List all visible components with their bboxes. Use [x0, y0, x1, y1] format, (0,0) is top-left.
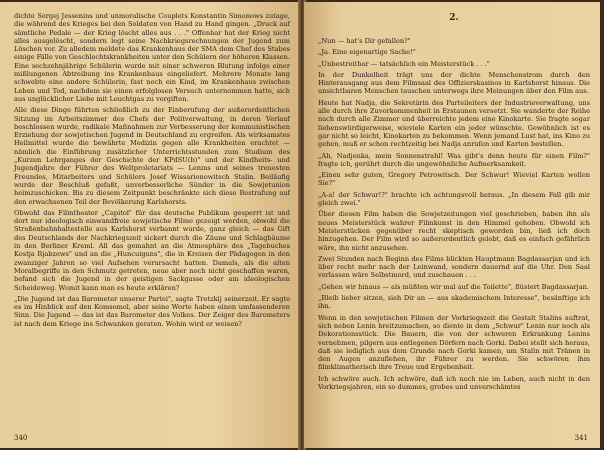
right-paragraph-9: Über diesen Film haben die Sowjetzeitungen viel geschrieben, haben ihn als neues Meisterstück wahrer Filmkunst in den Himmel gehoben. Obwohl ich Meisterstücken gegenüber recht skeptisch geworden bin, ließ ich doch hinzugehen. Der Film wird so außerordentlich gelobt, daß es einfach gefährlich wäre, ihn nicht anzusehen. — [318, 210, 590, 252]
right-paragraph-13: Wenn in den sowjetischen Filmen der Vorkriegszeit die Gestalt Stalins auftrat, sich neben Lenin breitzumachen, so diente in dem „Schwur" Lenin nur noch als Dekorationsstück. Die Bauern, die von der schweren Erkrankung Lenins vernehmen, pilgern aus entlegenen Dörfern nach Gorki. Dabei stellt sich heraus, daß sie lediglich aus dem Grunde nach Gorki kamen, um Stalin mit Tränen in den Augen anzuflehen, ihr Führer zu werden. Sie schwören ihm filmklimatherisch ihre Treue und Ergebenheit. — [318, 313, 590, 372]
left-paragraph-4: „Die Jugend ist das Barometer unserer Partei", sagte Trotzkij seinerzeit. Er sagte es im Hinblick auf den Komsomol, aber seine Worte haben einen umfassenderen Sinn. Die Jugend — das ist das Barometer des Volkes. Der Zeiger des Barometers ist nach dem Kriege ins Schwanken geraten. Wohin wird er weisen? — [14, 294, 290, 328]
left-page-text — [14, 12, 290, 328]
right-paragraph-14: Ich schwöre auch. Ich schwöre, daß ich noch nie im Leben, auch nicht in den Vorkriegsjahren, ein so dummes, grobes und unverschämtes — [318, 374, 590, 391]
right-page-text — [318, 37, 590, 391]
left-paragraph-3: Obwohl das Filmtheater „Capitol" für das deutsche Publikum gesperrt ist und dort nur ideologisch einwandfreie sowjetische Filme gezeigt werden, obwohl die Straßenbahnhaltestelle aus Karlshorst verbannt wurde, ganz gleich — das Gift des Deutschlands der Nachkriegszeit sickert durch die Zäune und Schlagbäume in den Berliner Kreml. All das gemahnt an die Atmosphäre des „Tagebuches Kostja Rjabzews" und an die „Huncuiguns", die in Kreisen der Pädagogen in den zwanziger Jahren so viel Aufsehen verursacht hatten. Damals, als die alten Moralbegriffe in den Schmutz getreten, neue aber noch nicht geschaffen waren, befand sich die Jugend in der geistigen Sackgasse oder am ideologischen Scheideweg. Womit kann man es heute erklären? — [14, 208, 290, 292]
right-paragraph-3: „Unbestreitbar — tatsächlich ein Meisterstück . . ." — [318, 59, 490, 68]
right-paragraph-8: „A-a! der Schwur!?" brachte ich achtungsvoll heraus. „In diesem Fall gib mir gleich zwei." — [318, 190, 590, 208]
chapter-heading: 2. — [449, 13, 459, 23]
right-paragraph-12: „Bleib lieber sitzen, sieh Dir an — aus akademischem Interesse", besänftige ich ihn. — [318, 294, 590, 311]
right-paragraph-1: „Nun — hat's Dir gefallen?" — [318, 37, 411, 45]
right-paragraph-2: „Ja. Eine eigenartige Sache!" — [318, 48, 416, 57]
left-paragraph-2: Alle diese Dinge führten schließlich zu der Einberufung der außerordentlichen Sitzung im Arbeitszimmer des Chefs der Politverwaltung, in deren Verlauf beschlossen wurde, radikale Maßnahmen zur Verbesserung der kommunistischen Erziehung der sowjetischen Jugend in Deutschland zu ergreifen. Als wirksamstes Heilmittel wurde die bewährte Medizin gegen alle Krankheiten erachtet — nämlich die Einführung zusätzlicher Unterrichtsstunden zum Studium des „Kurzen Lehrganges der Geschichte der KPdSU(b)" und der Kindheits- und Jugendjahre der Führer des Weltproletariats — Lenins und seines treuesten Freundes, Mitarbeiters und Schülers Josef Wissarionowitsch Stalin. Beiläufig wurde der Beschluß gefaßt, unverbesserliche Sünder in die Sowjetunion heimzuschicken. Bis zu diesem Zeitpunkt beschränkte sich diese Bestrafung auf den erwachsenen Teil der Bevölkerung Karlshorsts. — [14, 106, 290, 206]
right-paragraph-7: „Einen sehr guten, Gregory Petrowitsch. Der Schwur! Wieviel Karten wollen Sie?" — [318, 171, 590, 188]
right-paragraph-5: Heute hat Nadja, die Sekretärin des Parteileiters der Industrieverwaltung, uns alle durch ihre Zuvorkommenheit in Erstaunen versetzt. Sie wanderte der Reihe nach durch alle Zimmer und überreichte jedem eine Kinokarte. Sie fragte sogar liebenswürdigerweise, wieviele Karten ein jeder wünschte. Gewöhnlich ist es gar nicht so leicht, Kinokarten zu bekommen. Wenn jemand Lust hat, ins Kino zu gehen, muß er schon rechtzeitig bei Nadja anrufen und Karten bestellen. — [318, 98, 590, 149]
right-paragraph-6: „Ah, Nadjenka, mein Sonnenstrahl! Was gibt's denn heute für einen Film?" fragte ich, gerührt durch die ungewöhnliche Aufmerksamkeit. — [318, 151, 590, 168]
right-paragraph-11: „Gehen wir hinaus — als müßten wir mal auf die Toilette", flüstert Bagdassarjan. — [318, 282, 589, 291]
left-paragraph-1: dichte Sergej Jessenins und unmoralische Couplets Konstantin Simonows zutage, die während des Krieges bei den Soldaten von Hand zu Hand gingen. „Druck auf sämtliche Pedale — der Krieg löscht alles aus . . ." Offenbar hat der Krieg nicht alles ausgelöscht, sondern legt seine Nachkriegsrechnungen der Jugend zum Löschen vor. Zu alledem meldete das Krankenhaus der SMA dem Chef des Stabes einige Fälle von Geschlechtskrankheiten unter den Schülern der höheren Klassen. Eine sechzehnjährige Schülerin wurde mit einer schweren Blutung infolge einer mißlungenen Abtreibung ins Krankenhaus eingeliefert. Mehrere Monate lang schwebte eine andere Schülerin, fast noch ein Kind, im Krankenhaus zwischen Leben und Tod, nachdem sie einen erfolglosen Versuch unternommen hatte, sich aus unglücklicher Liebe mit Leuchtgas zu vergiften. — [14, 12, 290, 103]
left-page — [0, 2, 300, 448]
right-page-number: 341 — [574, 434, 588, 442]
right-page — [304, 2, 600, 448]
left-page-number: 340 — [14, 434, 28, 442]
right-paragraph-10: Zwei Stunden nach Beginn des Films blickten Hauptmann Bagdassarjan und ich über recht mehr nach der Leinwand, sondern dauernd auf die Uhr. Den Saal verlassen wäre Selbstmord, und zuschauen . . . — [318, 254, 590, 280]
right-paragraph-4: In der Dunkelheit trägt uns der dichte Menschenstrom durch den Hinterausgang aus dem Filmsaal des Offizierskasinos in Karlshorst hinaus. Die unsichtbaren Menschen tauschen unterwegs ihre Meinungen über den Film aus. — [318, 70, 590, 96]
